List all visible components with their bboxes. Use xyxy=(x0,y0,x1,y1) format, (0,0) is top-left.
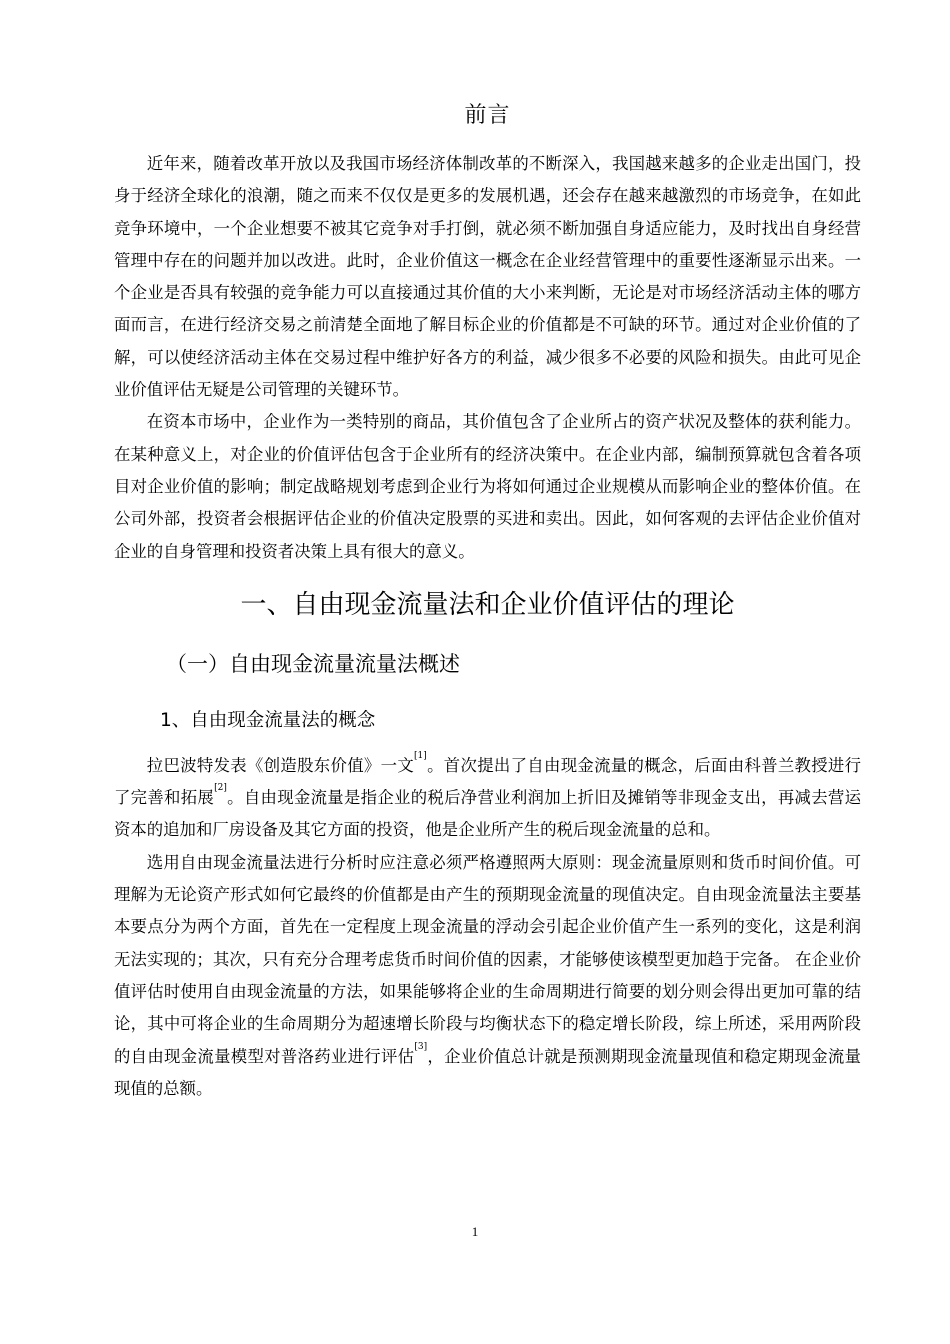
concept-paragraph-2-text-a: 选用自由现金流量法进行分析时应注意必须严格遵照两大原则：现金流量原则和货币时间价值。可理解为无论资产形式如何它最终的价值都是由产生的预期现金流量的现值决定。自由现金流量法主要基本要点分为两个方面，首先在一定程度上现金流量的浮动会引起企业价值产生一系列的变化，这是利润无法实现的；其次，只有充分合理考虑货币时间价值的因素，才能够使该模型更加趋于完备。 在企业价值评估时使用自由现金流量的方法，如果能够将企业的生命周期进行简要的划分则会得出更加可靠的结论，其中可将企业的生命周期分为超速增长阶段与均衡状态下的稳定增长阶段，综上所述，采用两阶段的自由现金流量模型对普洛药业进行评估 xyxy=(114,852,861,1066)
concept-paragraph-2 xyxy=(114,847,861,1105)
chapter-1-heading: 一、自由现金流量法和企业价值评估的理论 xyxy=(240,589,735,620)
preface-paragraph-1: 近年来，随着改革开放以及我国市场经济体制改革的不断深入，我国越来越多的企业走出国门，投身于经济全球化的浪潮，随之而来不仅仅是更多的发展机遇，还会存在越来越激烈的市场竞争，在如此竞争环境中，一个企业想要不被其它竞争对手打倒，就必须不断加强自身适应能力，及时找出自身经营管理中存在的问题并加以改进。此时，企业价值这一概念在企业经营管理中的重要性逐渐显示出来。一个企业是否具有较强的竞争能力可以直接通过其价值的大小来判断，无论是对市场经济活动主体的哪方面而言，在进行经济交易之前清楚全面地了解目标企业的价值都是不可缺的环节。通过对企业价值的了解，可以使经济活动主体在交易过程中维护好各方的利益，减少很多不必要的风险和损失。由此可见企业价值评估无疑是公司管理的关键环节。 xyxy=(114,154,861,400)
preface-title: 前言 xyxy=(464,103,511,128)
page-content xyxy=(114,98,861,1105)
subsection-1-heading: 1、自由现金流量法的概念 xyxy=(160,709,376,731)
concept-paragraph-1-text-c: 。自由现金流量是指企业的税后净营业利润加上折旧及摊销等非现金支出，再减去营运资本的追加和厂房设备及其它方面的投资，他是企业所产生的税后现金流量的总和。 xyxy=(114,788,861,840)
preface-paragraph-2: 在资本市场中，企业作为一类特别的商品，其价值包含了企业所占的资产状况及整体的获利能力。在某种意义上，对企业的价值评估包含于企业所有的经济决策中。在企业内部，编制预算就包含着各项目对企业价值的影响；制定战略规划考虑到企业行为将如何通过企业规模从而影响企业的整体价值。在公司外部，投资者会根据评估企业的价值决定股票的买进和卖出。因此，如何客观的去评估企业价值对企业的自身管理和投资者决策上具有很大的意义。 xyxy=(114,412,861,561)
concept-paragraph-1-text-b: 。首次提出了自由现金流量的概念，后面由科普兰教授进行了完善和拓展 xyxy=(114,755,862,808)
page-number: 1 xyxy=(471,1224,479,1239)
citation-2: [2] xyxy=(214,783,227,794)
concept-paragraph-2-text-b: ，企业价值总计就是预测期现金流量现值和稳定期现金流量现值的总额。 xyxy=(114,1046,861,1098)
citation-3: [3] xyxy=(414,1041,428,1052)
citation-1: [1] xyxy=(414,750,427,761)
concept-paragraph-1-text-a: 拉巴波特发表《创造股东价值》一文 xyxy=(146,755,415,775)
concept-paragraph-1 xyxy=(114,750,861,847)
section-1-heading: （一）自由现金流量流量法概述 xyxy=(166,651,460,676)
